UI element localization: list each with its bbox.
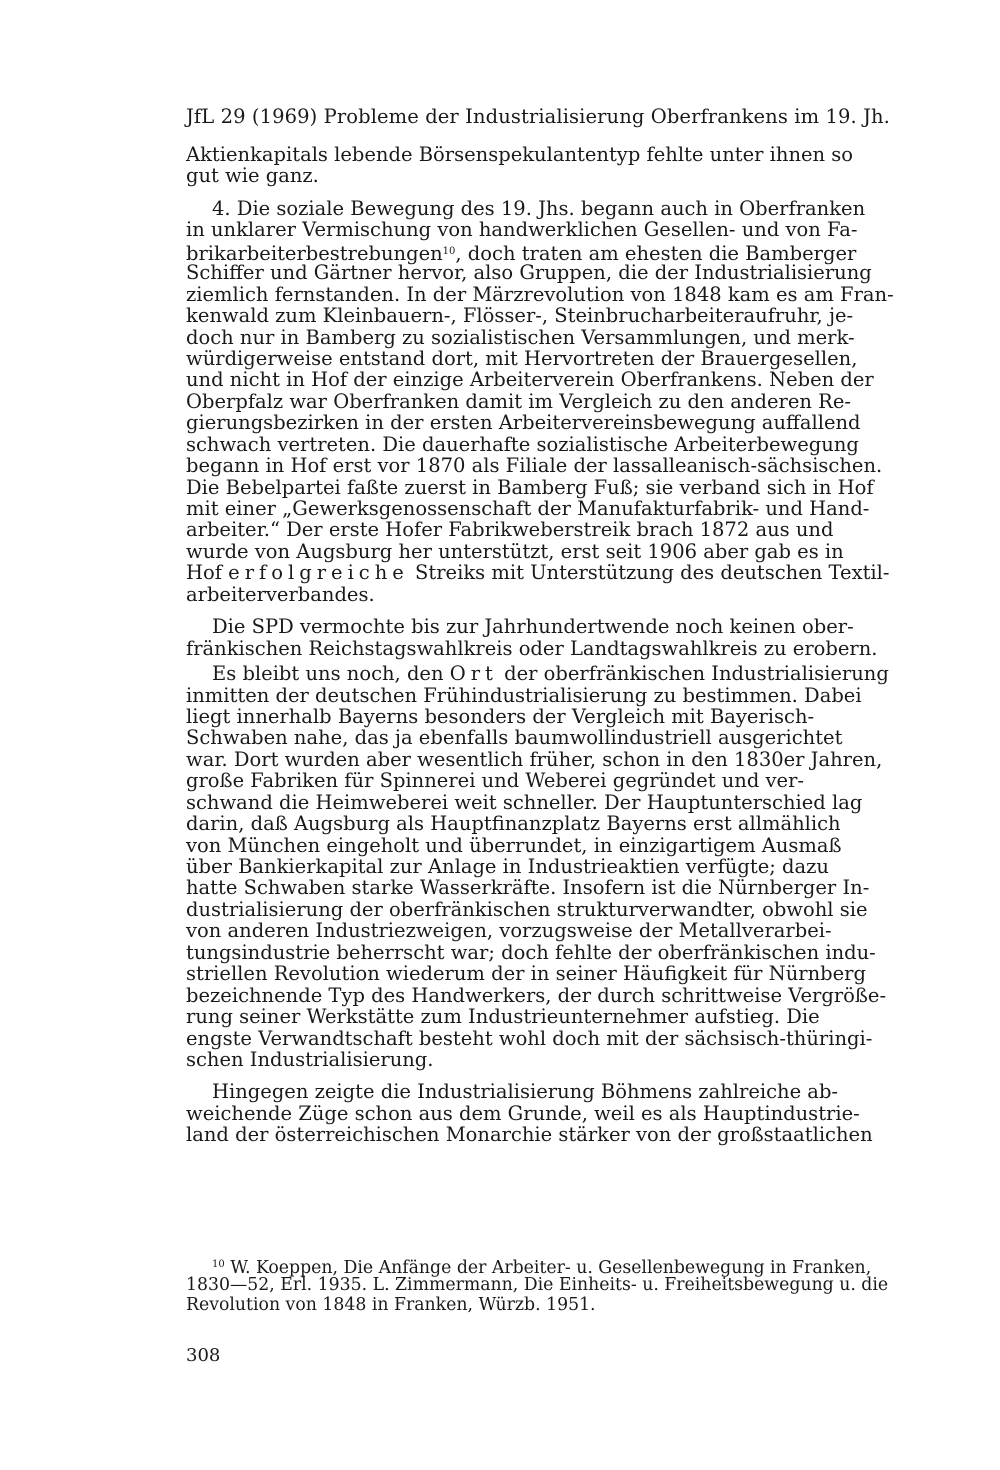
text-line: arbeiter.“ Der erste Hofer Fabrikweberstreik brach 1872 aus und [186,518,834,542]
text-line: hatte Schwaben starke Wasserkräfte. Insofern ist die Nürnberger In- [186,876,870,900]
footnote-line [186,1255,906,1278]
text-line: ziemlich fernstanden. In der Märzrevolution von 1848 kam es am Fran- [186,282,894,306]
running-head: JfL 29 (1969) Probleme der Industrialisierung Oberfrankens im 19. Jh. [186,105,890,128]
text-line: darin, daß Augsburg als Hauptfinanzplatz Bayerns erst allmählich [186,812,841,836]
text-line: striellen Revolution wiederum der in seiner Häufigkeit für Nürnberg [186,962,866,986]
text-line: Die SPD vermochte bis zur Jahrhundertwende noch keinen ober- [212,615,854,639]
text-line: über Bankierkapital zur Anlage in Industrieaktien verfügte; dazu [186,855,829,878]
footnote-line: 1830—52, Erl. 1935. L. Zimmermann, Die Einheits- u. Freiheitsbewegung u. die [186,1275,889,1295]
text-line: Aktienkapitals lebende Börsenspekulantentyp fehlte unter ihnen so [186,143,854,166]
text-fragment: brikarbeiterbestrebungen [186,241,443,265]
text-fragment: der oberfränkischen Industrialisierung [497,662,889,686]
text-line: Oberpfalz war Oberfranken damit im Vergleich zu den anderen Re- [186,389,851,413]
text-line: von anderen Industriezweigen, vorzugsweise der Metallverarbei- [186,919,832,943]
text-line: inmitten der deutschen Frühindustrialisierung zu bestimmen. Dabei [186,683,862,707]
text-line: von München eingeholt und überrundet, in einzigartigem Ausmaß [186,833,842,857]
text-line: gut wie ganz. [186,164,319,188]
page-number: 308 [186,1345,221,1366]
text-line-with-spaced-word [186,562,906,583]
text-line: 4. Die soziale Bewegung des 19. Jhs. begann auch in Oberfranken [212,196,866,220]
text-line: liegt innerhalb Bayerns besonders der Vergleich mit Bayerisch- [186,704,815,728]
text-line-with-footnote-ref [186,241,906,265]
text-line: rung seiner Werkstätte zum Industrieunternehmer aufstieg. Die [186,1005,820,1029]
text-line: Schwaben nahe, das ja ebenfalls baumwollindustriell ausgerichtet [186,726,843,750]
text-line: kenwald zum Kleinbauern-, Flösser-, Steinbrucharbeiteraufruhr, je- [186,304,854,328]
text-line: in unklarer Vermischung von handwerklichen Gesellen- und von Fa- [186,218,858,242]
text-fragment: Streiks mit Unterstützung des deutschen Textil- [408,561,890,585]
text-line: weichende Züge schon aus dem Grunde, weil es als Hauptindustrie- [186,1101,860,1125]
text-line: land der österreichischen Monarchie stärker von der großstaatlichen [186,1123,873,1147]
footnote-line: Revolution von 1848 in Franken, Würzb. 1951. [186,1295,596,1315]
body-text [186,144,906,1146]
text-fragment: Hof [186,561,222,585]
text-line: Schiffer und Gärtner hervor, also Gruppen, die der Industrialisierung [186,261,872,285]
text-fragment: Es bleibt uns noch, den [212,662,444,686]
text-line: engste Verwandtschaft besteht wohl doch mit der sächsisch-thüringi- [186,1026,873,1050]
text-line: und nicht in Hof der einzige Arbeiterverein Oberfrankens. Neben der [186,368,874,392]
text-line: dustrialisierung der oberfränkischen strukturverwandter, obwohl sie [186,897,868,921]
text-line: mit einer „Gewerksgenossenschaft der Manufakturfabrik- und Hand- [186,497,870,520]
footnote-text: W. Koeppen, Die Anfänge der Arbeiter- u. Gesellenbewegung in Franken, [224,1258,872,1278]
text-line: Die Bebelpartei faßte zuerst in Bamberg Fuß; sie verband sich in Hof [186,475,874,499]
text-line: Hingegen zeigte die Industrialisierung Böhmens zahlreiche ab- [212,1080,839,1104]
text-line: schwach vertreten. Die dauerhafte sozialistische Arbeiterbewegung [186,432,859,456]
text-line-with-spaced-word [186,663,906,684]
text-fragment: , doch traten am ehesten die Bamberger [455,241,857,265]
spaced-emphasis: Ort [449,662,498,686]
text-line: begann in Hof erst vor 1870 als Filiale der lassalleanisch-sächsischen. [186,454,883,478]
footnote-number: 10 [212,1259,225,1270]
footnotes [186,1255,906,1315]
text-line: tungsindustrie beherrscht war; doch fehlte der oberfränkischen indu- [186,940,876,964]
text-line: schen Industrialisierung. [186,1047,434,1071]
text-line: schwand die Heimweberei weit schneller. Der Hauptunterschied lag [186,790,863,814]
text-line: wurde von Augsburg her unterstützt, erst seit 1906 aber gab es in [186,539,844,563]
text-line: fränkischen Reichstagswahlkreis oder Landtagswahlkreis zu erobern. [186,636,878,660]
text-line: bezeichnende Typ des Handwerkers, der durch schrittweise Vergröße- [186,983,887,1007]
footnote-reference[interactable]: 10 [442,245,456,257]
text-line: doch nur in Bamberg zu sozialistischen Versammlungen, und merk- [186,325,855,349]
text-line: arbeiterverbandes. [186,582,375,606]
text-line: würdigerweise entstand dort, mit Hervortreten der Brauergesellen, [186,346,858,370]
text-line: war. Dort wurden aber wesentlich früher, schon in den 1830er Jahren, [186,747,883,771]
text-line: gierungsbezirken in der ersten Arbeitervereinsbewegung auffallend [186,411,861,435]
text-line: große Fabriken für Spinnerei und Weberei gegründet und ver- [186,769,805,793]
spaced-emphasis: erfolgreiche [228,561,409,585]
